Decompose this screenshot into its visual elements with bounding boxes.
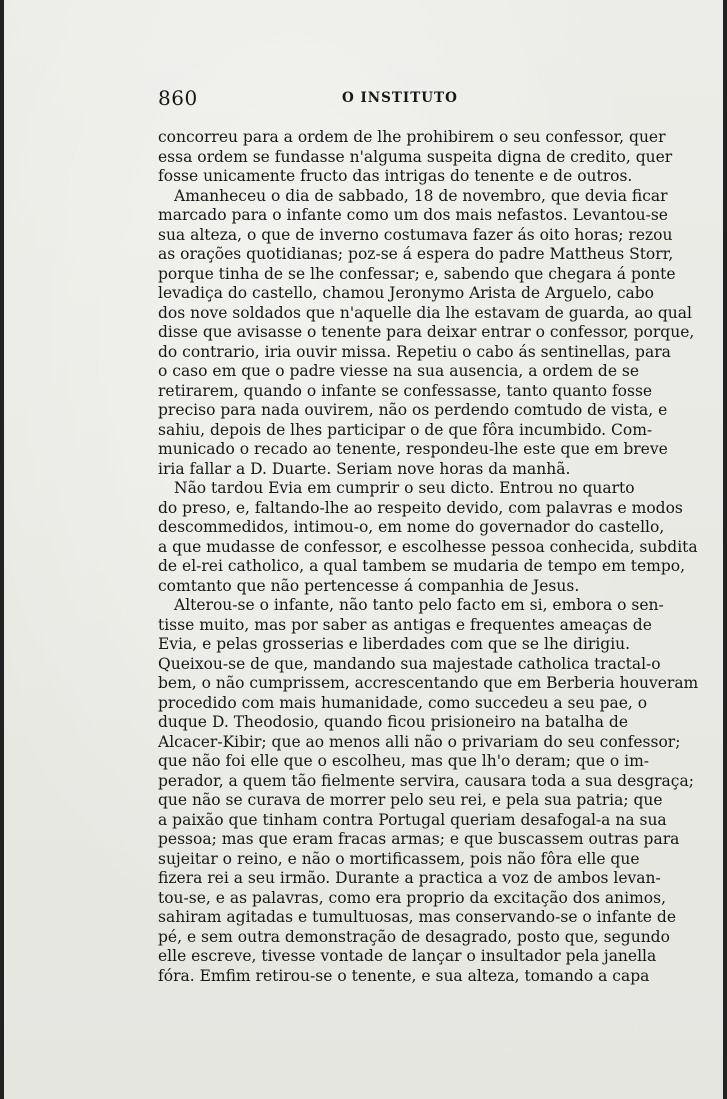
text-line: dos nove soldados que n'aquelle dia lhe estavam de guarda, ao qual: [158, 303, 692, 322]
text-line: Evia, e pelas grosserias e liberdades com que se lhe dirigiu.: [158, 635, 631, 653]
text-line: comtanto que não pertencesse á companhia de Jesus.: [158, 576, 580, 595]
text-line: do preso, e, faltando-lhe ao respeito devido, com palavras e modos: [158, 498, 683, 517]
text-line: tou-se, e as palavras, como era proprio da excitação dos animos,: [158, 888, 667, 907]
text-line: retirarem, quando o infante se confessasse, tanto quanto fosse: [158, 381, 653, 400]
text-line: porque tinha de se lhe confessar; e, sabendo que chegara á ponte: [158, 264, 676, 283]
text-line: descommedidos, intimou-o, em nome do governador do castello,: [158, 518, 665, 536]
text-line: municado o recado ao tenente, respondeu-lhe este que em breve: [158, 440, 668, 458]
text-line: a que mudasse de confessor, e escolhesse pessoa conhecida, subdita: [158, 537, 698, 556]
page-number: 860: [158, 86, 198, 110]
text-line: sahiram agitadas e tumultuosas, mas conservando-se o infante de: [158, 908, 677, 926]
text-line: as orações quotidianas; poz-se á espera do padre Mattheus Storr,: [158, 245, 674, 263]
text-line: sua alteza, o que de inverno costumava fazer ás oito horas; rezou: [158, 225, 673, 244]
text-line: Não tardou Evia em cumprir o seu dicto. Entrou no quarto: [174, 479, 635, 497]
text-line: fóra. Emfim retirou-se o tenente, e sua alteza, tomando a capa: [158, 966, 650, 985]
text-line: sahiu, depois de lhes participar o de que fôra incumbido. Com-: [158, 420, 653, 439]
text-line: fizera rei a seu irmão. Durante a practica a voz de ambos levan-: [158, 869, 661, 887]
text-line: concorreu para a ordem de lhe prohibirem o seu confessor, quer: [158, 128, 666, 146]
text-line: disse que avisasse o tenente para deixar entrar o confessor, porque,: [158, 323, 695, 341]
text-line: pé, e sem outra demonstração de desagrado, posto que, segundo: [158, 927, 670, 946]
text-line: preciso para nada ouvirem, não os perdendo comtudo de vista, e: [158, 401, 668, 419]
text-line: Alterou-se o infante, não tanto pelo facto em si, embora o sen-: [174, 596, 664, 614]
text-line: perador, a quem tão fielmente servira, causara toda a sua desgraça;: [158, 771, 694, 790]
text-line: de el-rei catholico, a qual tambem se mudaria de tempo em tempo,: [158, 557, 685, 575]
text-line: Amanheceu o dia de sabbado, 18 de novembro, que devia ficar: [174, 186, 668, 205]
running-title: O INSTITUTO: [342, 90, 458, 106]
text-line: a paixão que tinham contra Portugal queriam desafogal-a na sua: [158, 810, 667, 829]
text-line: Queixou-se de que, mandando sua majestade catholica tractal-o: [158, 654, 661, 673]
text-line: bem, o não cumprissem, accrescentando que em Berberia houveram: [158, 674, 699, 692]
text-line: Alcacer-Kibir; que ao menos alli não o privariam do seu confessor;: [158, 732, 681, 751]
text-line: elle escreve, tivesse vontade de lançar o insultador pela janella: [158, 947, 657, 965]
text-line: procedido com mais humanidade, como succedeu a seu pae, o: [158, 693, 648, 712]
text-line: o caso em que o padre viesse na sua ausencia, a ordem de se: [158, 362, 640, 380]
scan-edge-right: [723, 0, 727, 1099]
text-line: essa ordem se fundasse n'alguma suspeita digna de credito, quer: [158, 147, 673, 166]
text-line: marcado para o infante como um dos mais nefastos. Levantou-se: [158, 206, 668, 224]
body-text: [158, 128, 699, 986]
text-line: duque D. Theodosio, quando ficou prisioneiro na batalha de: [158, 713, 628, 731]
scan-edge-left: [0, 0, 4, 1099]
text-line: levadiça do castello, chamou Jeronymo Arista de Arguelo, cabo: [158, 284, 655, 302]
text-line: iria fallar a D. Duarte. Seriam nove horas da manhã.: [158, 459, 571, 478]
text-line: sujeitar o reino, e não o mortificassem, pois não fôra elle que: [158, 849, 640, 868]
text-line: tisse muito, mas por saber as antigas e frequentes ameaças de: [158, 615, 652, 634]
text-line: pessoa; mas que eram fracas armas; e que buscassem outras para: [158, 830, 680, 848]
text-line: que não se curava de morrer pelo seu rei, e pela sua patria; que: [158, 791, 663, 809]
text-line: fosse unicamente fructo das intrigas do tenente e de outros.: [158, 167, 633, 185]
text-line: que não foi elle que o escolheu, mas que lh'o deram; que o im-: [158, 752, 650, 770]
text-line: do contrario, iria ouvir missa. Repetiu o cabo ás sentinellas, para: [158, 342, 671, 361]
